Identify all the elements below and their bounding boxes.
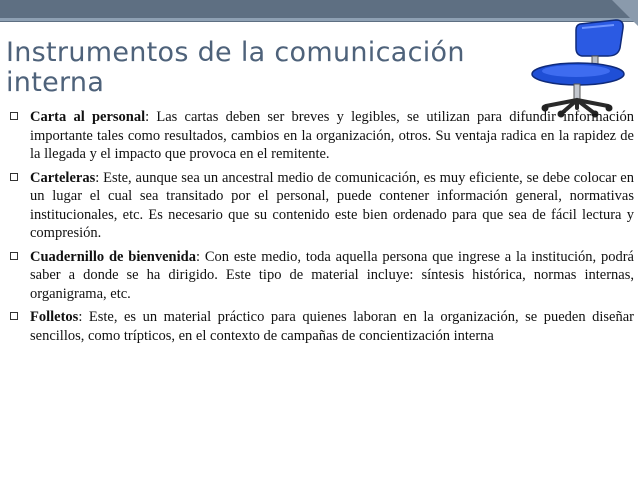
item-term: Carteleras — [30, 169, 96, 186]
item-text: : Con este medio, toda aquella persona que ingrese a la institución, podrá saber a donde se ha dirigido. Este tipo de material incluye: síntesis histórica, normas internas, organigrama, etc. — [30, 248, 634, 302]
item-text: : Este, aunque sea un ancestral medio de comunicación, es muy eficiente, se debe colocar en un lugar el cual sea transitado por el personal, puede contener información general, normativas institucionales, etc. Es necesario que su contenido este bien ordenado para que sea de fácil lectura y compresión. — [30, 169, 634, 241]
office-chair-icon — [520, 18, 632, 118]
list-item-carta — [6, 108, 634, 164]
item-text: : Las cartas deben ser breves y legibles, se utilizan para difundir información importante tales como resultados, cambios en la organización, otros. Su ventaja radica en la rapidez de la llegada y el impacto que provoca en el remitente. — [30, 109, 635, 162]
list-item-cuadernillo — [6, 248, 634, 304]
bullet-list — [6, 108, 634, 350]
slide-title: Instrumentos de la comunicación interna — [6, 37, 465, 98]
square-bullet-icon — [10, 173, 18, 181]
item-term: Carta al personal — [30, 109, 146, 125]
list-item-carteleras — [6, 169, 634, 243]
item-term: Cuadernillo de bienvenida — [30, 248, 196, 265]
square-bullet-icon — [10, 312, 18, 320]
square-bullet-icon — [10, 252, 18, 260]
item-text: : Este, es un material práctico para quienes laboran en la organización, se pueden diseñar sencillos, como trípticos, en el contexto de campañas de concientización interna — [30, 309, 634, 344]
item-term: Folletos — [30, 309, 79, 325]
square-bullet-icon — [10, 112, 18, 120]
list-item-folletos — [6, 308, 634, 345]
